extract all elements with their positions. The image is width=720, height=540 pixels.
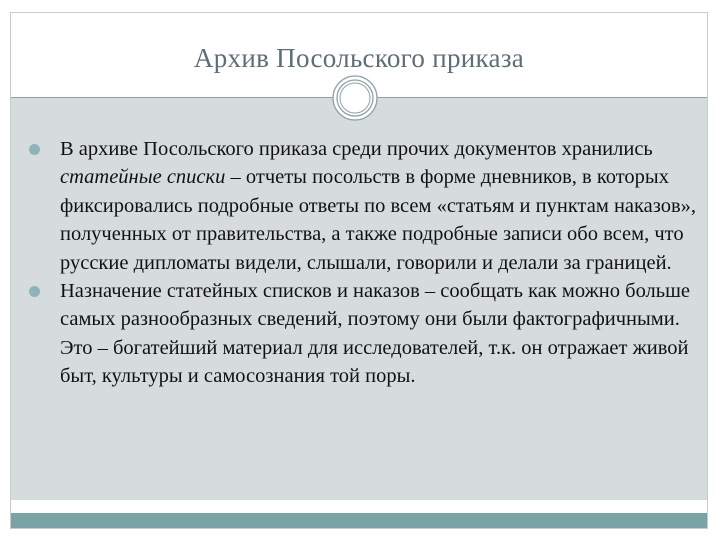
slide-title: Архив Посольского приказа [193,43,525,73]
bullet-1-text-after: – отчеты посольств в форме дневников, в которых фиксировались подробные ответы по всем «статьям и пунктам наказов», полученных от правительства, а также подробные записи обо всем, что русские дипломаты видели, слышали, говорили и делали за границей. [60,166,697,274]
bullet-1-text-before: В архиве Посольского приказа среди прочих документов хранились [60,138,653,160]
slide-content [11,98,707,500]
bullet-dot-icon [29,286,40,297]
circle-ornament-icon [332,75,378,121]
bullet-list [29,135,699,391]
bullet-1-emphasis: статейные списки [60,166,226,189]
bullet-item-1 [29,135,699,277]
bullet-dot-icon [29,144,40,155]
bottom-accent-bar [11,513,707,528]
bullet-2-text: Назначение статейных списков и наказов – сообщать как можно больше самых разнообразных сведений, поэтому они были фактографичными. Это – богатейший материал для исследователей, т.к. он отражает живой быт, культуры и самосознания той поры. [60,280,691,388]
slide [10,12,708,529]
bullet-item-2 [29,277,699,391]
